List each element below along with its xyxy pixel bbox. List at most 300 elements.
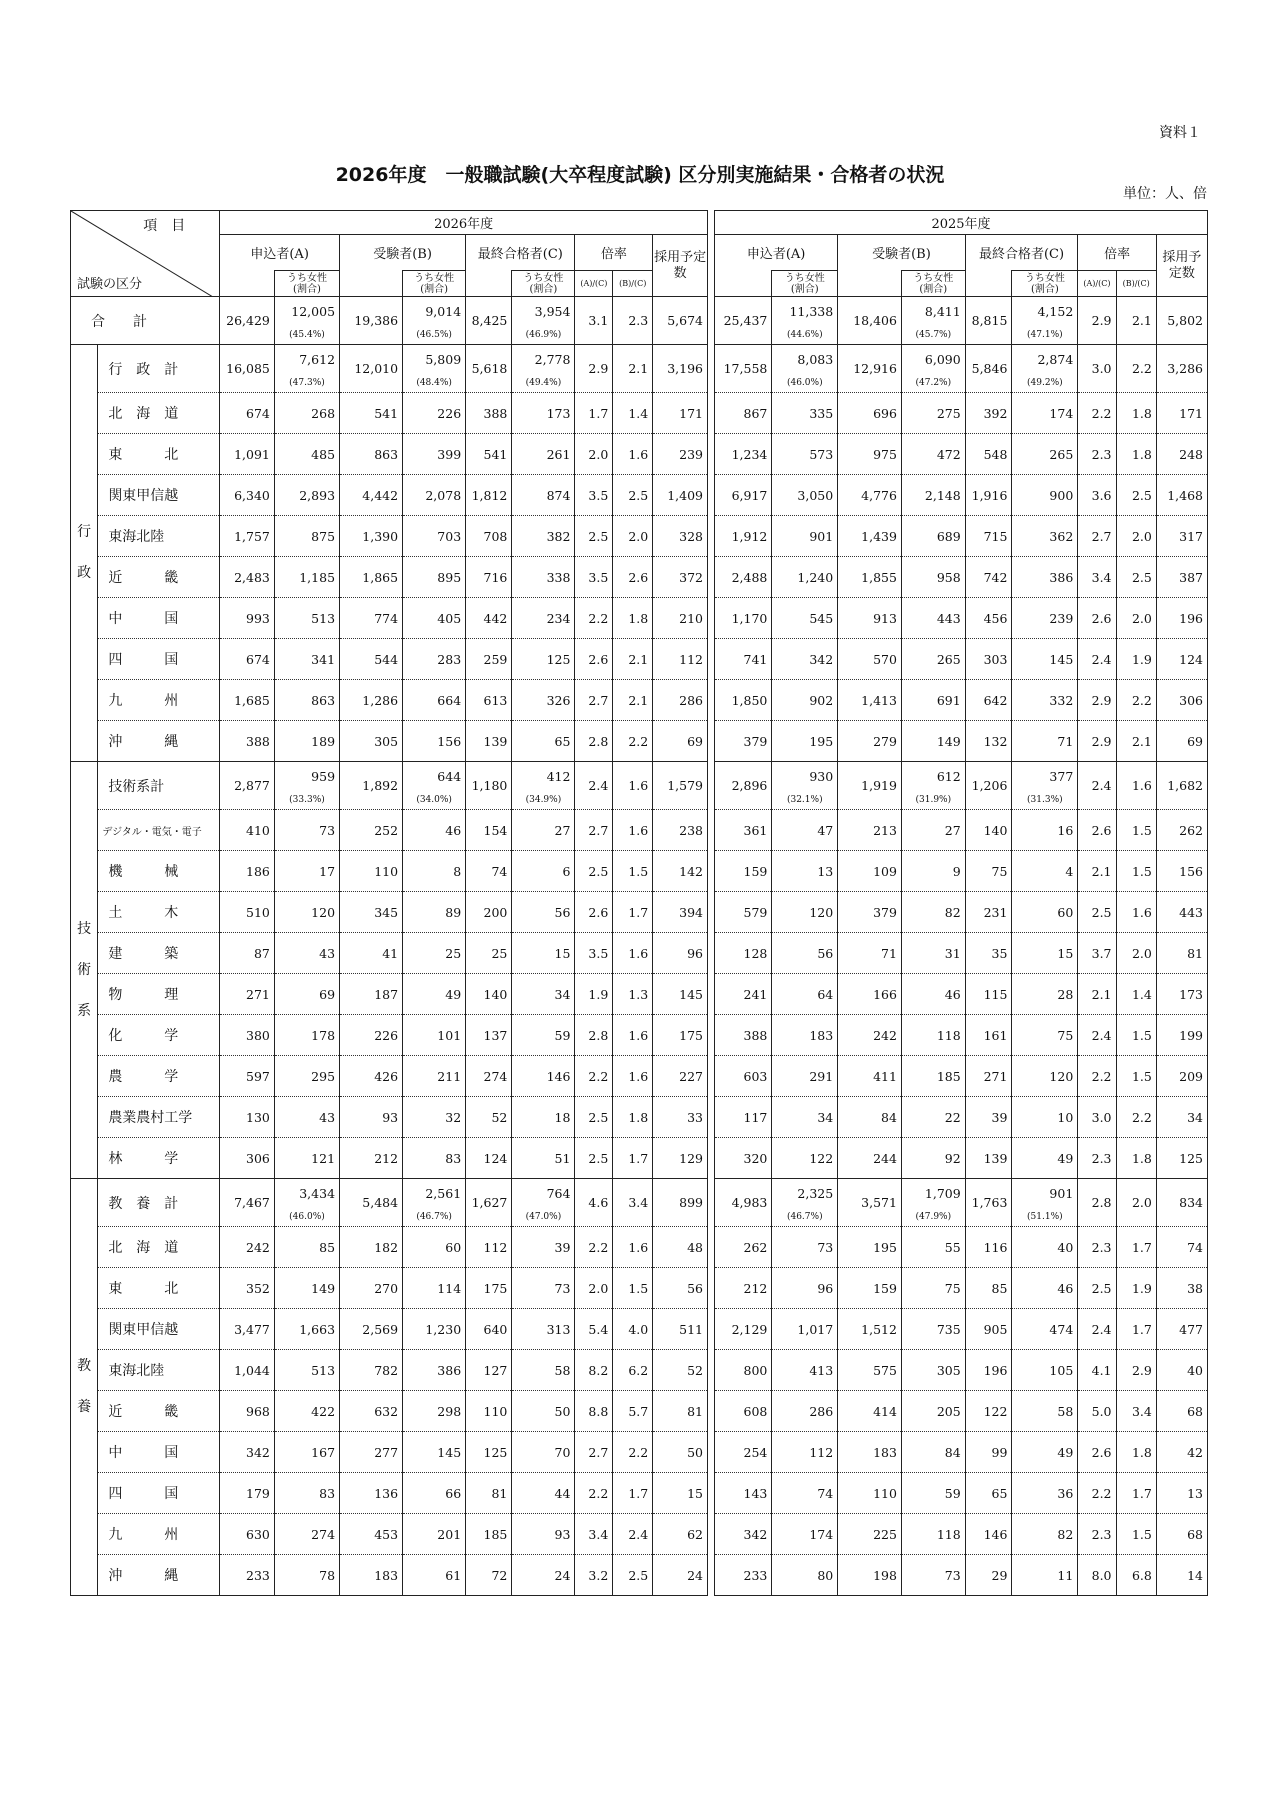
data-cell: 298 [403, 1391, 466, 1432]
data-cell: 411 [838, 1056, 902, 1097]
table-row [71, 810, 708, 851]
data-cell: 993 [220, 598, 275, 639]
data-cell: 575 [838, 1350, 902, 1391]
data-cell: 443 [1156, 892, 1207, 933]
data-cell: 2.7 [575, 810, 613, 851]
data-cell: 7,467 [220, 1179, 275, 1227]
data-cell: 7,612 [274, 345, 339, 375]
data-cell: 332 [1012, 680, 1078, 721]
data-cell: 3.4 [613, 1179, 653, 1227]
data-cell: 9,014 [403, 297, 466, 327]
data-cell: 1.8 [1116, 434, 1156, 475]
data-cell: 61 [403, 1555, 466, 1596]
examinees-header: 受験者(B) [340, 235, 466, 271]
row-label-text: 関東甲信越 [108, 1322, 179, 1338]
data-cell: 12,010 [340, 345, 403, 393]
data-cell: 161 [965, 1015, 1012, 1056]
table-row [715, 933, 1208, 974]
share-cell: (51.1%) [1012, 1209, 1078, 1227]
table-row [715, 1227, 1208, 1268]
data-cell: 4,442 [340, 475, 403, 516]
data-cell: 2.7 [575, 1432, 613, 1473]
table-row [715, 1309, 1208, 1350]
data-cell: 239 [1012, 598, 1078, 639]
data-cell: 3.4 [1078, 557, 1116, 598]
ratio-ac-header: (A)/(C) [575, 271, 613, 297]
data-cell: 185 [466, 1514, 512, 1555]
data-cell: 612 [901, 762, 965, 792]
data-cell: 1,865 [340, 557, 403, 598]
row-label-text: 北 海 道 [108, 406, 179, 422]
data-cell: 2.1 [1078, 851, 1116, 892]
data-cell: 2.8 [575, 721, 613, 762]
data-cell: 25,437 [715, 297, 772, 345]
data-cell: 238 [653, 810, 708, 851]
applicants-header: 申込者(A) [220, 235, 340, 271]
data-cell: 271 [220, 974, 275, 1015]
data-cell: 73 [901, 1555, 965, 1596]
share-cell: (45.7%) [901, 327, 965, 345]
data-cell: 254 [715, 1432, 772, 1473]
table-row [71, 974, 708, 1015]
data-cell: 328 [653, 516, 708, 557]
data-cell: 388 [220, 721, 275, 762]
data-cell: 867 [715, 393, 772, 434]
data-cell: 68 [1156, 1391, 1207, 1432]
data-cell: 171 [1156, 393, 1207, 434]
data-cell: 741 [715, 639, 772, 680]
table-row [71, 1097, 708, 1138]
data-cell: 2.0 [1116, 933, 1156, 974]
data-cell: 145 [653, 974, 708, 1015]
table-row [71, 1309, 708, 1350]
data-cell: 1.3 [613, 974, 653, 1015]
share-cell: (47.9%) [901, 1209, 965, 1227]
data-cell: 212 [715, 1268, 772, 1309]
data-cell: 5,674 [653, 297, 708, 345]
share-label: (割合) [919, 283, 948, 295]
data-cell: 42 [1156, 1432, 1207, 1473]
data-cell: 570 [838, 639, 902, 680]
data-cell: 64 [772, 974, 838, 1015]
row-label-text: 近 畿 [108, 1404, 179, 1420]
data-cell: 2.5 [575, 516, 613, 557]
data-cell: 5,618 [466, 345, 512, 393]
table-row [715, 680, 1208, 721]
data-cell: 51 [512, 1138, 575, 1179]
data-cell: 233 [220, 1555, 275, 1596]
data-cell: 2.2 [575, 1227, 613, 1268]
data-cell: 122 [965, 1391, 1012, 1432]
table-row [71, 557, 708, 598]
data-cell: 2.2 [1116, 680, 1156, 721]
data-cell: 60 [1012, 892, 1078, 933]
data-cell: 548 [965, 434, 1012, 475]
share-cell: (34.9%) [512, 792, 575, 810]
table-row [715, 1432, 1208, 1473]
share-cell: (33.3%) [274, 792, 339, 810]
data-cell: 70 [512, 1432, 575, 1473]
row-label [98, 933, 220, 974]
data-cell: 379 [715, 721, 772, 762]
data-cell: 12,005 [274, 297, 339, 327]
data-cell: 2.5 [613, 1555, 653, 1596]
subtotal-row [715, 762, 1208, 792]
data-cell: 2.2 [1116, 345, 1156, 393]
data-cell: 87 [220, 933, 275, 974]
data-cell: 902 [772, 680, 838, 721]
data-cell: 128 [715, 933, 772, 974]
data-cell: 171 [653, 393, 708, 434]
data-cell: 27 [901, 810, 965, 851]
table-row [715, 1015, 1208, 1056]
data-cell: 226 [340, 1015, 403, 1056]
data-cell: 412 [512, 762, 575, 792]
data-cell: 92 [901, 1138, 965, 1179]
data-cell: 75 [901, 1268, 965, 1309]
data-cell: 5,802 [1156, 297, 1207, 345]
applicants-header: 申込者(A) [715, 235, 838, 271]
data-cell: 83 [403, 1138, 466, 1179]
data-cell: 58 [1012, 1391, 1078, 1432]
data-cell: 782 [340, 1350, 403, 1391]
data-cell: 2.0 [575, 1268, 613, 1309]
data-cell: 73 [772, 1227, 838, 1268]
female-label: うち女性 [286, 272, 327, 284]
data-cell: 36 [1012, 1473, 1078, 1514]
data-cell: 125 [512, 639, 575, 680]
data-cell: 2.0 [613, 516, 653, 557]
data-cell: 27 [512, 810, 575, 851]
data-cell: 735 [901, 1309, 965, 1350]
data-cell: 703 [403, 516, 466, 557]
data-cell: 2.6 [1078, 598, 1116, 639]
data-cell: 1,512 [838, 1309, 902, 1350]
row-label [98, 1391, 220, 1432]
table-row [715, 851, 1208, 892]
data-cell: 959 [274, 762, 339, 792]
data-cell: 225 [838, 1514, 902, 1555]
row-label [98, 1056, 220, 1097]
data-cell: 186 [220, 851, 275, 892]
data-cell: 1,709 [901, 1179, 965, 1209]
data-cell: 1.9 [1116, 639, 1156, 680]
data-cell: 93 [512, 1514, 575, 1555]
group-label-chars [71, 1346, 97, 1428]
row-label [98, 1138, 220, 1179]
data-cell: 1,044 [220, 1350, 275, 1391]
data-cell: 189 [274, 721, 339, 762]
data-cell: 320 [715, 1138, 772, 1179]
table-row [71, 1056, 708, 1097]
row-label [98, 1555, 220, 1596]
data-cell: 16,085 [220, 345, 275, 393]
row-label [98, 557, 220, 598]
data-cell: 73 [274, 810, 339, 851]
data-cell: 2,569 [340, 1309, 403, 1350]
data-cell: 689 [901, 516, 965, 557]
data-cell: 377 [1012, 762, 1078, 792]
data-cell: 544 [340, 639, 403, 680]
female-share-header [772, 271, 838, 297]
data-cell: 2.2 [575, 598, 613, 639]
data-cell: 52 [466, 1097, 512, 1138]
data-cell: 900 [1012, 475, 1078, 516]
data-cell: 139 [965, 1138, 1012, 1179]
data-cell: 513 [274, 598, 339, 639]
data-cell: 125 [466, 1432, 512, 1473]
data-cell: 608 [715, 1391, 772, 1432]
data-cell: 2,325 [772, 1179, 838, 1209]
data-cell: 386 [1012, 557, 1078, 598]
data-cell: 1.8 [1116, 393, 1156, 434]
data-cell: 81 [1156, 933, 1207, 974]
passers-header: 最終合格者(C) [965, 235, 1078, 271]
data-cell: 2.7 [1078, 516, 1116, 557]
table-row [715, 1056, 1208, 1097]
data-cell: 82 [901, 892, 965, 933]
data-cell: 342 [715, 1514, 772, 1555]
data-cell: 2.3 [613, 297, 653, 345]
data-cell: 3,954 [512, 297, 575, 327]
share-cell: (46.9%) [512, 327, 575, 345]
data-cell: 252 [340, 810, 403, 851]
data-cell: 3.1 [575, 297, 613, 345]
data-cell: 244 [838, 1138, 902, 1179]
table-row [71, 933, 708, 974]
female-share-header [403, 271, 466, 297]
data-cell: 2,078 [403, 475, 466, 516]
data-cell: 510 [220, 892, 275, 933]
data-cell: 2,874 [1012, 345, 1078, 375]
data-cell: 874 [512, 475, 575, 516]
data-cell: 110 [838, 1473, 902, 1514]
row-label [98, 1179, 220, 1227]
data-cell: 1,912 [715, 516, 772, 557]
data-cell: 291 [772, 1056, 838, 1097]
corner-item-label: 項 目 [143, 218, 186, 234]
share-label: (割合) [420, 283, 449, 295]
row-label-text: デジタル・電気・電子 [102, 826, 202, 838]
corner-header [71, 211, 220, 297]
row-label-text: 近 畿 [108, 570, 179, 586]
data-cell: 268 [274, 393, 339, 434]
table-row [715, 557, 1208, 598]
data-cell: 4.6 [575, 1179, 613, 1227]
grand-total-row [715, 297, 1208, 327]
data-cell: 136 [340, 1473, 403, 1514]
data-cell: 1,682 [1156, 762, 1207, 810]
row-label [98, 1309, 220, 1350]
group-label-chars [71, 512, 97, 594]
group-char: 教 [77, 1358, 92, 1374]
data-cell: 1.6 [613, 762, 653, 810]
group-label-chars [71, 909, 97, 1032]
data-cell: 9 [901, 851, 965, 892]
table-row [715, 1268, 1208, 1309]
data-cell: 443 [901, 598, 965, 639]
table-row [71, 892, 708, 933]
data-cell: 335 [772, 393, 838, 434]
row-label-text: 九 州 [108, 693, 179, 709]
data-cell: 1.6 [613, 810, 653, 851]
row-label-text: 北 海 道 [108, 1240, 179, 1256]
data-cell: 19,386 [340, 297, 403, 345]
data-cell: 2.6 [575, 892, 613, 933]
data-cell: 46 [1012, 1268, 1078, 1309]
data-cell: 185 [901, 1056, 965, 1097]
data-cell: 2,561 [403, 1179, 466, 1209]
data-cell: 11,338 [772, 297, 838, 327]
data-cell: 121 [274, 1138, 339, 1179]
data-cell: 1,892 [340, 762, 403, 810]
share-cell: (48.4%) [403, 375, 466, 393]
data-cell: 33 [653, 1097, 708, 1138]
data-cell: 630 [220, 1514, 275, 1555]
data-cell: 101 [403, 1015, 466, 1056]
table-row [715, 516, 1208, 557]
data-cell: 4 [1012, 851, 1078, 892]
data-cell: 17,558 [715, 345, 772, 393]
data-cell: 38 [1156, 1268, 1207, 1309]
data-cell: 573 [772, 434, 838, 475]
data-cell: 875 [274, 516, 339, 557]
row-label-text: 合 計 [91, 313, 147, 330]
data-cell: 579 [715, 892, 772, 933]
data-cell: 295 [274, 1056, 339, 1097]
data-cell: 2.4 [1078, 762, 1116, 810]
data-cell: 124 [466, 1138, 512, 1179]
data-cell: 24 [653, 1555, 708, 1596]
data-cell: 1.6 [1116, 892, 1156, 933]
share-cell: (34.0%) [403, 792, 466, 810]
table-row [715, 974, 1208, 1015]
data-cell: 156 [1156, 851, 1207, 892]
row-label-text: 四 国 [108, 1486, 179, 1502]
row-label [98, 639, 220, 680]
data-cell: 2,778 [512, 345, 575, 375]
table-row [71, 680, 708, 721]
table-row [715, 1097, 1208, 1138]
data-cell: 200 [466, 892, 512, 933]
data-cell: 96 [653, 933, 708, 974]
subtotal-row [715, 1179, 1208, 1209]
data-cell: 2.6 [1078, 810, 1116, 851]
data-cell: 183 [340, 1555, 403, 1596]
data-cell: 34 [512, 974, 575, 1015]
data-cell: 166 [838, 974, 902, 1015]
data-cell: 2.2 [613, 1432, 653, 1473]
data-cell: 3.0 [1078, 1097, 1116, 1138]
data-cell: 6.8 [1116, 1555, 1156, 1596]
data-cell: 3.5 [575, 475, 613, 516]
data-cell: 2.9 [1078, 297, 1116, 345]
share-cell: (31.9%) [901, 792, 965, 810]
data-cell: 178 [274, 1015, 339, 1056]
data-cell: 975 [838, 434, 902, 475]
table-row [715, 475, 1208, 516]
data-cell: 2.1 [1116, 721, 1156, 762]
data-cell: 2.2 [613, 721, 653, 762]
data-cell: 2.0 [1116, 516, 1156, 557]
data-cell: 116 [965, 1227, 1012, 1268]
data-cell: 1.5 [1116, 851, 1156, 892]
row-label-text: 行 政 計 [108, 361, 179, 378]
data-cell: 2,896 [715, 762, 772, 810]
data-cell: 145 [403, 1432, 466, 1473]
table-row [715, 1350, 1208, 1391]
data-cell: 345 [340, 892, 403, 933]
data-cell: 2.8 [575, 1015, 613, 1056]
header-row [715, 271, 1208, 297]
data-cell: 114 [403, 1268, 466, 1309]
data-cell: 513 [274, 1350, 339, 1391]
data-cell: 1,206 [965, 762, 1012, 810]
data-cell: 2.5 [1116, 475, 1156, 516]
data-cell: 174 [1012, 393, 1078, 434]
data-cell: 286 [772, 1391, 838, 1432]
data-cell: 5.7 [613, 1391, 653, 1432]
corner-category-label: 試験の区分 [77, 277, 143, 292]
data-cell: 456 [965, 598, 1012, 639]
examinees-header: 受験者(B) [838, 235, 965, 271]
group-label [71, 762, 98, 1179]
data-cell: 15 [512, 933, 575, 974]
data-cell: 167 [274, 1432, 339, 1473]
data-cell: 372 [653, 557, 708, 598]
data-cell: 708 [466, 516, 512, 557]
data-cell: 644 [403, 762, 466, 792]
data-cell: 275 [901, 393, 965, 434]
grand-total-row [71, 297, 708, 327]
share-cell: (44.6%) [772, 327, 838, 345]
data-cell: 1.5 [1116, 1514, 1156, 1555]
data-cell: 146 [512, 1056, 575, 1097]
data-cell: 901 [772, 516, 838, 557]
data-cell: 83 [274, 1473, 339, 1514]
row-label-text: 農業農村工学 [108, 1110, 193, 1126]
data-cell: 120 [1012, 1056, 1078, 1097]
data-cell: 899 [653, 1179, 708, 1227]
data-cell: 1,855 [838, 557, 902, 598]
table-row [71, 1432, 708, 1473]
data-cell: 305 [340, 721, 403, 762]
data-cell: 120 [274, 892, 339, 933]
data-cell: 696 [838, 393, 902, 434]
data-cell: 2.6 [575, 639, 613, 680]
data-cell: 2.5 [575, 851, 613, 892]
data-cell: 394 [653, 892, 708, 933]
data-cell: 55 [901, 1227, 965, 1268]
data-cell: 380 [220, 1015, 275, 1056]
table-row [71, 1227, 708, 1268]
data-cell: 691 [901, 680, 965, 721]
data-cell: 834 [1156, 1179, 1207, 1227]
share-label: (割合) [529, 283, 558, 295]
data-cell: 13 [772, 851, 838, 892]
data-cell: 179 [220, 1473, 275, 1514]
data-cell: 81 [466, 1473, 512, 1514]
data-cell: 226 [403, 393, 466, 434]
data-cell: 2.4 [613, 1514, 653, 1555]
data-cell: 2.5 [613, 475, 653, 516]
data-cell: 25 [403, 933, 466, 974]
data-cell: 613 [466, 680, 512, 721]
data-cell: 958 [901, 557, 965, 598]
data-cell: 1.6 [613, 933, 653, 974]
data-cell: 1,468 [1156, 475, 1207, 516]
data-cell: 265 [901, 639, 965, 680]
